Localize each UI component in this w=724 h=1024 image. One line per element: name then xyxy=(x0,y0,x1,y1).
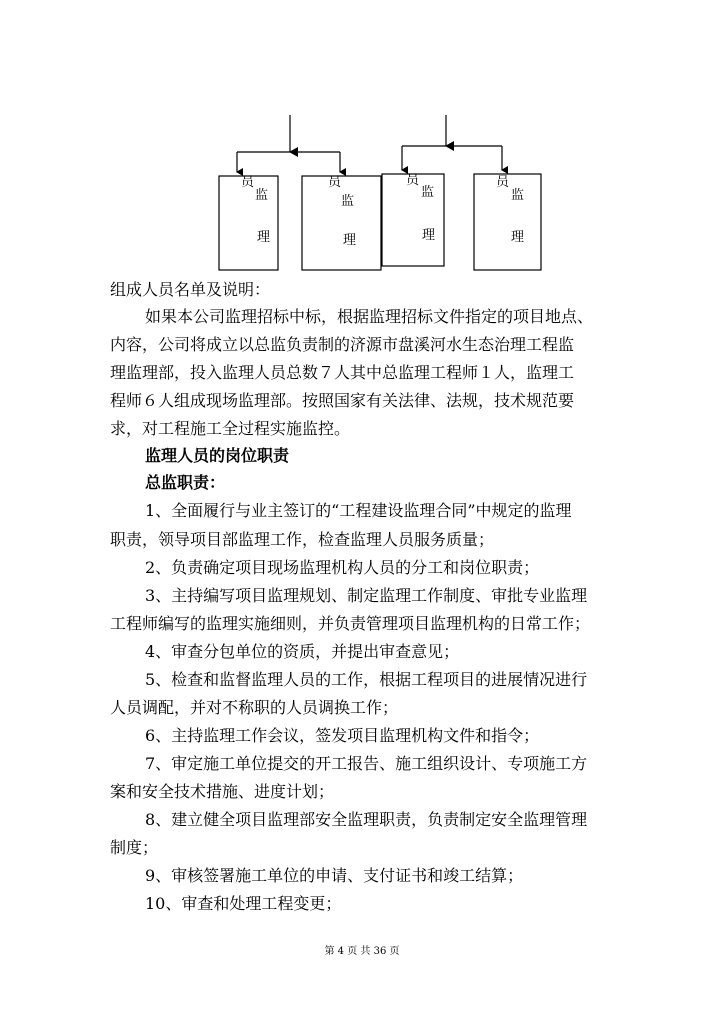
item-line-2: 职责，领导项目部监理工作，检查监理人员服务质量； xyxy=(110,530,495,549)
org-box-2 xyxy=(302,176,381,270)
para1-line-2: 内容，公司将成立以总监负责制的济源市盘溪河水生态治理工程监 xyxy=(110,335,575,354)
org-box-4-char-1: 员 xyxy=(496,175,510,190)
heading-duties: 监理人员的岗位职责 xyxy=(145,446,290,465)
org-box-3-char-3: 理 xyxy=(422,228,436,243)
org-box-3-char-2: 监 xyxy=(421,185,435,200)
org-box-1-char-1: 员 xyxy=(241,175,255,190)
item-line-9: 6、主持监理工作会议，签发项目监理机构文件和指令； xyxy=(145,726,540,745)
org-box-2-char-2: 监 xyxy=(341,194,355,209)
org-chart-lines xyxy=(0,0,724,280)
item-line-1: 1、全面履行与业主签订的“工程建设监理合同”中规定的监理 xyxy=(145,501,572,520)
item-line-3: 2、负责确定项目现场监理机构人员的分工和岗位职责； xyxy=(145,558,540,577)
item-line-14: 9、审核签署施工单位的申请、支付证书和竣工结算； xyxy=(145,866,524,885)
para1-line-4: 程师６人组成现场监理部。按照国家有关法律、法规，技术规范要 xyxy=(110,391,575,410)
item-line-12: 8、建立健全项目监理部安全监理职责，负责制定安全监理管理 xyxy=(145,810,588,829)
page-footer: 第 4 页 共 36 页 xyxy=(324,946,400,957)
para1-line-5: 求，对工程施工全过程实施监控。 xyxy=(110,419,351,438)
org-box-1 xyxy=(219,176,278,270)
org-box-4-char-2: 监 xyxy=(511,188,525,203)
item-line-5: 工程师编写的监理实施细则，并负责管理项目监理机构的日常工作； xyxy=(110,614,591,633)
item-line-7: 5、检查和监督监理人员的工作，根据工程项目的进展情况进行 xyxy=(145,670,588,689)
org-box-3-char-1: 员 xyxy=(406,173,420,188)
para1-line-1: 如果本公司监理招标中标，根据监理招标文件指定的项目地点、 xyxy=(145,307,594,326)
item-line-15: 10、审查和处理工程变更； xyxy=(145,894,342,913)
heading-chief: 总监职责： xyxy=(145,473,226,492)
org-box-1-char-2: 监 xyxy=(255,188,269,203)
org-chart xyxy=(0,0,724,280)
item-line-6: 4、审查分包单位的资质，并提出审查意见； xyxy=(145,642,460,661)
item-line-4: 3、主持编写项目监理规划、制定监理工作制度、审批专业监理 xyxy=(145,586,588,605)
para1-line-3: 理监理部，投入监理人员总数７人其中总监理工程师１人，监理工 xyxy=(110,363,575,382)
section-title: 组成人员名单及说明： xyxy=(110,280,271,299)
org-box-2-char-1: 员 xyxy=(328,175,342,190)
item-line-10: 7、审定施工单位提交的开工报告、施工组织设计、专项施工方 xyxy=(145,754,588,773)
item-line-11: 案和安全技术措施、进度计划； xyxy=(110,782,335,801)
item-line-13: 制度； xyxy=(110,838,159,857)
org-box-2-char-3: 理 xyxy=(343,233,357,248)
item-line-8: 人员调配，并对不称职的人员调换工作； xyxy=(110,698,399,717)
org-box-4-char-3: 理 xyxy=(511,230,525,245)
org-box-1-char-3: 理 xyxy=(257,230,271,245)
